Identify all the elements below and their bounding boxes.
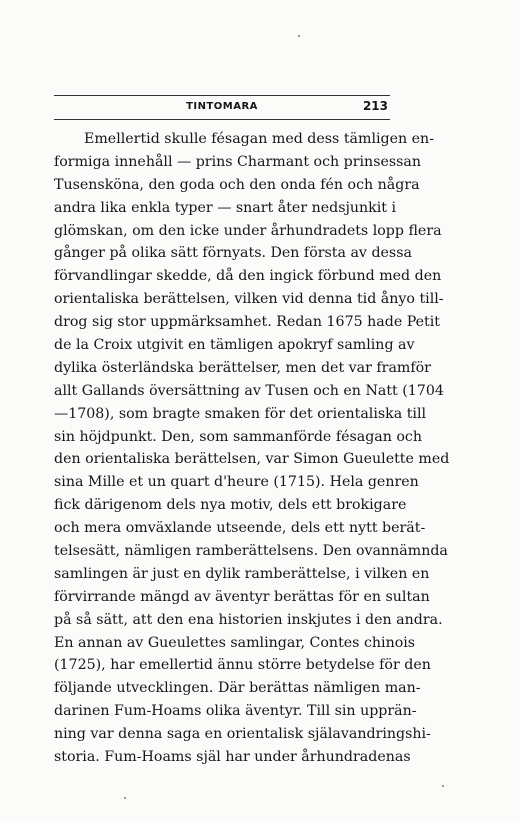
- header-bottom-rule: [54, 119, 390, 120]
- text-line: glömskan, om den icke under århundradets lopp flera: [54, 222, 442, 239]
- text-line: Emellertid skulle fésagan med dess tämligen en-: [84, 131, 434, 147]
- text-line: följande utvecklingen. Där berättas nämligen man-: [54, 680, 421, 697]
- page-header: [54, 97, 390, 119]
- text-line: på så sätt, att den ena historien inskjutes i den andra.: [54, 611, 443, 628]
- paper-speck: [298, 35, 300, 37]
- text-line: drog sig stor uppmärksamhet. Redan 1675 hade Petit: [54, 314, 440, 331]
- text-line: den orientaliska berättelsen, var Simon Gueulette med: [54, 451, 450, 468]
- paper-speck: [124, 797, 126, 799]
- text-line: allt Gallands översättning av Tusen och en Natt (1704: [54, 382, 444, 399]
- text-line: —1708), som bragte smaken för det orientaliska till: [54, 405, 427, 422]
- body-text: [54, 128, 450, 769]
- text-line: dylika österländska berättelser, men det var framför: [54, 359, 431, 376]
- text-line: fick därigenom dels nya motiv, dels ett brokigare: [54, 497, 407, 514]
- paper-speck: [442, 785, 444, 787]
- text-line: förvirrande mängd av äventyr berättas för en sultan: [54, 588, 430, 605]
- running-title: TINTOMARA: [186, 101, 258, 112]
- text-line: sin höjdpunkt. Den, som sammanförde fésagan och: [54, 428, 423, 445]
- text-line: förvandlingar skedde, då den ingick förbund med den: [54, 268, 442, 285]
- text-line: de la Croix utgivit en tämligen apokryf samling av: [54, 337, 415, 354]
- text-line: samlingen är just en dylik ramberättelse, i vilken en: [54, 565, 430, 582]
- text-line: formiga innehåll — prins Charmant och prinsessan: [54, 153, 422, 170]
- text-line: telsesätt, nämligen ramberättelsens. Den ovannämnda: [54, 543, 448, 560]
- text-line: sina Mille et un quart d'heure (1715). Hela genren: [54, 474, 419, 491]
- text-line: Tusensköna, den goda och den onda fén och några: [54, 176, 420, 193]
- text-line: darinen Fum-Hoams olika äventyr. Till sin upprän-: [54, 703, 417, 720]
- text-line: ning var denna saga en orientalisk själavandringshi-: [54, 726, 431, 743]
- text-line: och mera omväxlande utseende, dels ett nytt berät-: [54, 520, 426, 537]
- text-line: orientaliska berättelsen, vilken vid denna tid ånyo till-: [54, 291, 444, 308]
- text-line: gånger på olika sätt förnyats. Den första av dessa: [54, 245, 412, 262]
- page-number: 213: [362, 99, 388, 113]
- text-line: storia. Fum-Hoams själ har under århundradenas: [54, 749, 411, 766]
- text-line: andra lika enkla typer — snart åter nedsjunkit i: [54, 199, 397, 216]
- text-line: (1725), har emellertid ännu större betydelse för den: [54, 657, 431, 674]
- header-top-rule: [54, 95, 390, 96]
- text-line: En annan av Gueulettes samlingar, Contes chinois: [54, 634, 416, 651]
